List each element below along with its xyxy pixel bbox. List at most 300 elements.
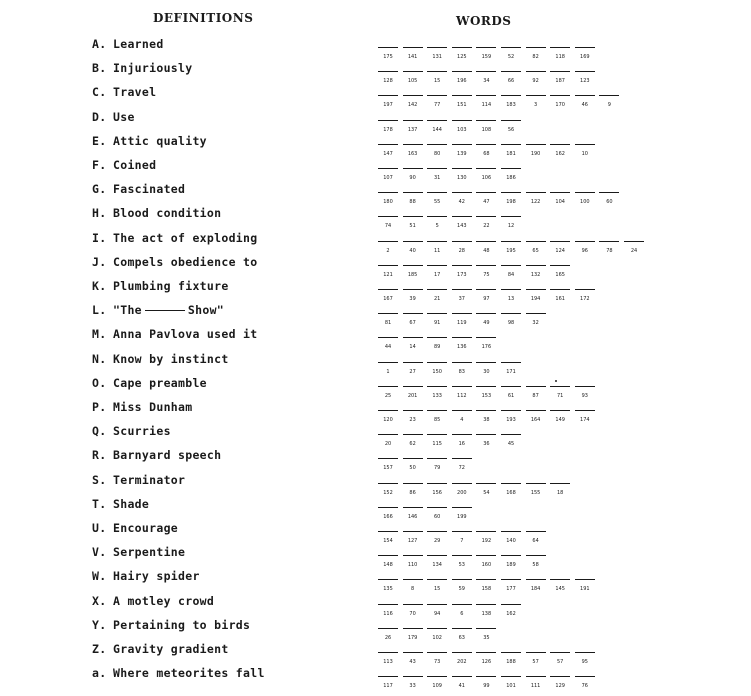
- blank-underline: [452, 507, 472, 508]
- letter-blank[interactable]: [550, 676, 570, 696]
- letter-blank[interactable]: [403, 216, 423, 236]
- letter-blank[interactable]: [452, 555, 472, 575]
- letter-blank[interactable]: [501, 289, 521, 309]
- letter-blank[interactable]: [403, 362, 423, 382]
- letter-blank[interactable]: [427, 313, 447, 333]
- letter-blank[interactable]: [501, 434, 521, 454]
- letter-blank[interactable]: [452, 604, 472, 624]
- letter-blank[interactable]: [452, 628, 472, 648]
- definition-text: Blood condition: [113, 206, 222, 221]
- letter-blank[interactable]: [403, 144, 423, 164]
- letter-blank[interactable]: [427, 555, 447, 575]
- letter-blank[interactable]: [476, 337, 496, 357]
- letter-blank[interactable]: [378, 337, 398, 357]
- blank-underline: [452, 676, 472, 677]
- letter-blank[interactable]: [452, 241, 472, 261]
- letter-blank[interactable]: [403, 604, 423, 624]
- letter-blank[interactable]: [526, 71, 546, 91]
- clue-number: 179: [407, 634, 418, 641]
- blank-underline: [575, 71, 595, 72]
- letter-blank[interactable]: [526, 289, 546, 309]
- letter-blank[interactable]: [550, 289, 570, 309]
- letter-blank[interactable]: [501, 168, 521, 188]
- letter-blank[interactable]: [452, 337, 472, 357]
- letter-blank[interactable]: [575, 71, 595, 91]
- letter-blank[interactable]: [427, 192, 447, 212]
- letter-blank[interactable]: [526, 144, 546, 164]
- letter-blank[interactable]: [403, 507, 423, 527]
- letter-blank[interactable]: [403, 95, 423, 115]
- letter-blank[interactable]: [427, 289, 447, 309]
- clue-number: 103: [457, 126, 467, 133]
- letter-blank[interactable]: [378, 95, 398, 115]
- letter-blank[interactable]: [427, 241, 447, 261]
- letter-blank[interactable]: [403, 265, 423, 285]
- letter-blank[interactable]: [526, 531, 546, 551]
- letter-blank[interactable]: [550, 71, 570, 91]
- clue-number: 70: [409, 610, 416, 617]
- clue-number: 155: [530, 489, 541, 496]
- letter-blank[interactable]: [452, 216, 472, 236]
- letter-blank[interactable]: [476, 362, 496, 382]
- clue-number: 24: [630, 247, 638, 254]
- letter-blank[interactable]: [403, 192, 423, 212]
- clue-number: 128: [383, 78, 393, 85]
- blank-underline: [427, 192, 447, 193]
- letter-blank[interactable]: [452, 531, 472, 551]
- letter-blank[interactable]: [501, 386, 521, 406]
- letter-blank[interactable]: [476, 120, 496, 140]
- letter-blank[interactable]: [427, 71, 447, 91]
- letter-blank[interactable]: [501, 555, 521, 575]
- blank-underline: [427, 337, 447, 338]
- letter-blank[interactable]: [403, 434, 423, 454]
- letter-blank[interactable]: [403, 313, 423, 333]
- clue-number: 1: [386, 368, 390, 375]
- letter-blank[interactable]: [403, 120, 423, 140]
- definition-item: [92, 37, 164, 51]
- letter-blank[interactable]: [501, 531, 521, 551]
- letter-blank[interactable]: [378, 531, 398, 551]
- letter-blank[interactable]: [575, 579, 595, 599]
- letter-blank[interactable]: [427, 531, 447, 551]
- letter-blank[interactable]: [575, 47, 595, 67]
- letter-blank[interactable]: [501, 313, 521, 333]
- letter-blank[interactable]: [403, 458, 423, 478]
- clue-number: 140: [506, 538, 516, 544]
- blank-underline: [501, 410, 521, 411]
- letter-blank[interactable]: [501, 265, 521, 285]
- letter-blank[interactable]: [575, 652, 595, 672]
- letter-blank[interactable]: [427, 362, 447, 382]
- definition-letter: Q.: [92, 424, 107, 439]
- letter-blank[interactable]: [476, 289, 496, 309]
- letter-blank[interactable]: [501, 47, 521, 67]
- clue-number: 74: [384, 223, 392, 230]
- letter-blank[interactable]: [575, 192, 595, 212]
- blank-underline: [526, 71, 546, 72]
- definition-item: [92, 303, 224, 317]
- blank-underline: [378, 192, 398, 193]
- blank-underline: [476, 410, 496, 411]
- letter-blank[interactable]: [476, 241, 496, 261]
- letter-blank[interactable]: [599, 241, 619, 261]
- clue-number: 139: [457, 150, 467, 157]
- letter-blank[interactable]: [452, 483, 472, 503]
- blank-underline: [526, 386, 546, 387]
- letter-blank[interactable]: [575, 410, 595, 430]
- letter-blank[interactable]: [427, 216, 447, 236]
- letter-blank[interactable]: [427, 652, 447, 672]
- letter-blank[interactable]: [378, 434, 398, 454]
- blank-underline: [476, 265, 496, 266]
- letter-blank[interactable]: [501, 71, 521, 91]
- letter-blank[interactable]: [501, 95, 521, 115]
- clue-number: 202: [457, 659, 467, 665]
- blank-underline: [427, 241, 447, 242]
- letter-blank[interactable]: [526, 313, 546, 333]
- letter-blank[interactable]: [427, 676, 447, 696]
- letter-blank[interactable]: [476, 168, 496, 188]
- blank-underline: [550, 579, 570, 580]
- letter-blank[interactable]: [575, 676, 595, 696]
- definition-text: Barnyard speech: [113, 448, 222, 463]
- letter-blank[interactable]: [575, 386, 595, 406]
- letter-blank[interactable]: [378, 362, 398, 382]
- letter-blank[interactable]: [378, 386, 398, 406]
- letter-blank[interactable]: [452, 362, 472, 382]
- letter-blank[interactable]: [403, 47, 423, 67]
- clue-number: 81: [384, 320, 392, 327]
- blank-underline: [427, 47, 447, 48]
- letter-blank[interactable]: [526, 47, 546, 67]
- clue-number: 2: [386, 247, 390, 254]
- clue-number: 62: [409, 441, 416, 448]
- letter-blank[interactable]: [452, 676, 472, 696]
- letter-blank[interactable]: [378, 410, 398, 430]
- letter-blank[interactable]: [452, 192, 472, 212]
- letter-blank[interactable]: [403, 579, 423, 599]
- letter-blank[interactable]: [427, 120, 447, 140]
- letter-blank[interactable]: [526, 95, 546, 115]
- definition-letter: O.: [92, 375, 107, 390]
- definition-letter: T.: [92, 496, 107, 511]
- letter-blank[interactable]: [378, 579, 398, 599]
- blank-underline: [501, 483, 521, 484]
- clue-number: 192: [481, 538, 492, 544]
- letter-blank[interactable]: [550, 192, 570, 212]
- letter-blank[interactable]: [452, 47, 472, 67]
- blank-underline: [501, 120, 521, 121]
- blank-underline: [378, 434, 398, 435]
- letter-blank[interactable]: [501, 483, 521, 503]
- definition-item: [92, 182, 185, 196]
- letter-blank[interactable]: [476, 71, 496, 91]
- letter-blank[interactable]: [550, 410, 570, 430]
- definition-text: Encourage: [113, 521, 179, 535]
- letter-blank[interactable]: [550, 265, 570, 285]
- definition-item: [92, 110, 135, 124]
- letter-blank[interactable]: [378, 241, 398, 261]
- clue-number: 143: [457, 223, 467, 230]
- blank-underline: [452, 71, 472, 72]
- clue-number: 14: [409, 344, 416, 351]
- letter-blank[interactable]: [599, 192, 619, 212]
- clue-number: 15: [434, 586, 441, 593]
- letter-blank[interactable]: [378, 47, 398, 67]
- clue-number: 144: [432, 126, 442, 133]
- clue-number: 167: [383, 296, 393, 302]
- letter-blank[interactable]: [427, 386, 447, 406]
- definition-letter: H.: [92, 206, 107, 221]
- definition-letter: A.: [92, 37, 107, 51]
- letter-blank[interactable]: [378, 604, 398, 624]
- blank-underline: [427, 410, 447, 411]
- letter-blank[interactable]: [501, 241, 521, 261]
- letter-blank[interactable]: [476, 410, 496, 430]
- letter-blank[interactable]: [427, 95, 447, 115]
- blank-underline: [403, 434, 423, 435]
- letter-blank[interactable]: [476, 652, 496, 672]
- letter-blank[interactable]: [476, 531, 496, 551]
- letter-blank[interactable]: [427, 507, 447, 527]
- letter-blank[interactable]: [526, 555, 546, 575]
- blank-underline: [452, 120, 472, 121]
- blank-underline: [526, 555, 546, 556]
- letter-blank[interactable]: [452, 434, 472, 454]
- letter-blank[interactable]: [501, 579, 521, 599]
- letter-blank[interactable]: [476, 579, 496, 599]
- letter-blank[interactable]: [599, 95, 619, 115]
- letter-blank[interactable]: [526, 241, 546, 261]
- letter-blank[interactable]: [575, 144, 595, 164]
- letter-blank[interactable]: [550, 47, 570, 67]
- blank-underline: [575, 47, 595, 48]
- definition-text: The act of exploding: [113, 230, 258, 245]
- blank-underline: [526, 47, 546, 48]
- letter-blank[interactable]: [452, 265, 472, 285]
- letter-blank[interactable]: [526, 483, 546, 503]
- letter-blank[interactable]: [452, 144, 472, 164]
- letter-blank[interactable]: [403, 555, 423, 575]
- clue-number: 23: [409, 417, 416, 423]
- letter-blank[interactable]: [378, 458, 398, 478]
- clue-number: 39: [409, 296, 416, 302]
- blank-underline: [624, 241, 644, 242]
- letter-blank[interactable]: [403, 652, 423, 672]
- letter-blank[interactable]: [378, 265, 398, 285]
- letter-blank[interactable]: [476, 47, 496, 67]
- letter-blank[interactable]: [501, 410, 521, 430]
- letter-blank[interactable]: [550, 483, 570, 503]
- letter-blank[interactable]: [403, 483, 423, 503]
- blank-underline: [599, 241, 619, 242]
- definition-text: Gravity gradient: [113, 642, 229, 656]
- clue-number: 88: [409, 199, 416, 206]
- letter-blank[interactable]: [427, 579, 447, 599]
- letter-blank[interactable]: [378, 313, 398, 333]
- letter-blank[interactable]: [378, 168, 398, 188]
- clue-number: 110: [407, 562, 418, 569]
- letter-blank[interactable]: [501, 120, 521, 140]
- letter-blank[interactable]: [403, 168, 423, 188]
- letter-blank[interactable]: [378, 144, 398, 164]
- blank-underline: [378, 676, 398, 677]
- letter-blank[interactable]: [427, 337, 447, 357]
- letter-blank[interactable]: [526, 192, 546, 212]
- clue-number: 185: [407, 271, 418, 278]
- letter-blank[interactable]: [452, 289, 472, 309]
- letter-blank[interactable]: [452, 386, 472, 406]
- blank-underline: [452, 47, 472, 48]
- letter-blank[interactable]: [526, 386, 546, 406]
- letter-blank[interactable]: [378, 652, 398, 672]
- letter-blank[interactable]: [476, 555, 496, 575]
- letter-blank[interactable]: [403, 628, 423, 648]
- letter-blank[interactable]: [476, 313, 496, 333]
- letter-blank[interactable]: [427, 483, 447, 503]
- letter-blank[interactable]: [476, 604, 496, 624]
- letter-blank[interactable]: [427, 628, 447, 648]
- letter-blank[interactable]: [427, 604, 447, 624]
- letter-blank[interactable]: [427, 168, 447, 188]
- clue-number: 94: [434, 610, 441, 617]
- letter-blank[interactable]: [452, 120, 472, 140]
- clue-number: 114: [481, 102, 492, 109]
- letter-blank[interactable]: [526, 676, 546, 696]
- letter-blank[interactable]: [427, 144, 447, 164]
- letter-blank[interactable]: [427, 410, 447, 430]
- letter-blank[interactable]: [476, 483, 496, 503]
- letter-blank[interactable]: [452, 168, 472, 188]
- letter-blank[interactable]: [476, 386, 496, 406]
- letter-blank[interactable]: [403, 289, 423, 309]
- clue-number: 4: [460, 417, 464, 423]
- letter-blank[interactable]: [378, 216, 398, 236]
- clue-number: 60: [606, 199, 613, 206]
- letter-blank[interactable]: [501, 604, 521, 624]
- letter-blank[interactable]: [550, 652, 570, 672]
- letter-blank[interactable]: [427, 458, 447, 478]
- clue-number: 145: [555, 586, 565, 593]
- blank-underline: [427, 434, 447, 435]
- letter-blank[interactable]: [550, 579, 570, 599]
- letter-blank[interactable]: [550, 95, 570, 115]
- definition-item: [92, 497, 149, 511]
- clue-number: 152: [383, 489, 393, 496]
- letter-blank[interactable]: [476, 144, 496, 164]
- letter-blank[interactable]: [501, 652, 521, 672]
- letter-blank[interactable]: [550, 144, 570, 164]
- letter-blank[interactable]: [403, 241, 423, 261]
- clue-number: 72: [458, 465, 465, 472]
- letter-blank[interactable]: [550, 386, 570, 406]
- definition-item: [92, 521, 178, 535]
- letter-blank[interactable]: [452, 313, 472, 333]
- clue-number: 187: [555, 78, 565, 85]
- letter-blank[interactable]: [526, 652, 546, 672]
- letter-blank[interactable]: [501, 192, 521, 212]
- clue-number: 158: [481, 586, 492, 593]
- letter-blank[interactable]: [501, 144, 521, 164]
- definition-text: Hairy spider: [113, 569, 200, 584]
- letter-blank[interactable]: [378, 483, 398, 503]
- letter-blank[interactable]: [378, 507, 398, 527]
- letter-blank[interactable]: [378, 192, 398, 212]
- letter-blank[interactable]: [378, 289, 398, 309]
- letter-blank[interactable]: [526, 410, 546, 430]
- letter-blank[interactable]: [501, 216, 521, 236]
- blank-underline: [501, 676, 521, 677]
- letter-blank[interactable]: [452, 579, 472, 599]
- letter-blank[interactable]: [526, 265, 546, 285]
- definition-letter: F.: [92, 158, 107, 172]
- letter-blank[interactable]: [378, 555, 398, 575]
- letter-blank[interactable]: [452, 652, 472, 672]
- letter-blank[interactable]: [403, 337, 423, 357]
- letter-blank[interactable]: [501, 362, 521, 382]
- letter-blank[interactable]: [427, 265, 447, 285]
- letter-blank[interactable]: [403, 531, 423, 551]
- letter-blank[interactable]: [476, 216, 496, 236]
- letter-blank[interactable]: [403, 676, 423, 696]
- letter-blank[interactable]: [476, 265, 496, 285]
- letter-blank[interactable]: [575, 95, 595, 115]
- letter-blank[interactable]: [403, 71, 423, 91]
- clue-number: 43: [409, 659, 416, 665]
- letter-blank[interactable]: [427, 434, 447, 454]
- clue-number: 90: [409, 175, 416, 181]
- letter-blank[interactable]: [476, 95, 496, 115]
- letter-blank[interactable]: [403, 386, 423, 406]
- blank-underline: [501, 192, 521, 193]
- letter-blank[interactable]: [476, 676, 496, 696]
- clue-number: 142: [407, 102, 418, 109]
- clue-number: 116: [383, 610, 393, 617]
- clue-number: 84: [507, 271, 515, 278]
- letter-blank[interactable]: [476, 434, 496, 454]
- letter-blank[interactable]: [378, 628, 398, 648]
- definition-text: Scurries: [113, 424, 171, 439]
- letter-blank[interactable]: [378, 120, 398, 140]
- blank-underline: [403, 289, 423, 290]
- blank-underline: [476, 47, 496, 48]
- letter-blank[interactable]: [452, 410, 472, 430]
- letter-blank[interactable]: [624, 241, 644, 261]
- letter-blank[interactable]: [550, 241, 570, 261]
- letter-blank[interactable]: [575, 241, 595, 261]
- letter-blank[interactable]: [427, 47, 447, 67]
- definition-letter: W.: [92, 569, 107, 584]
- letter-blank[interactable]: [378, 71, 398, 91]
- letter-blank[interactable]: [476, 628, 496, 648]
- clue-number: 75: [483, 271, 490, 278]
- clue-number: 154: [383, 538, 393, 544]
- letter-blank[interactable]: [575, 289, 595, 309]
- letter-blank[interactable]: [452, 95, 472, 115]
- letter-blank[interactable]: [526, 579, 546, 599]
- letter-blank[interactable]: [476, 192, 496, 212]
- letter-blank[interactable]: [378, 676, 398, 696]
- blank-underline: [476, 555, 496, 556]
- clue-number: 17: [434, 271, 441, 278]
- letter-blank[interactable]: [452, 507, 472, 527]
- letter-blank[interactable]: [452, 71, 472, 91]
- letter-blank[interactable]: [452, 458, 472, 478]
- letter-blank[interactable]: [501, 676, 521, 696]
- letter-blank[interactable]: [403, 410, 423, 430]
- definition-text: Injuriously: [113, 61, 193, 76]
